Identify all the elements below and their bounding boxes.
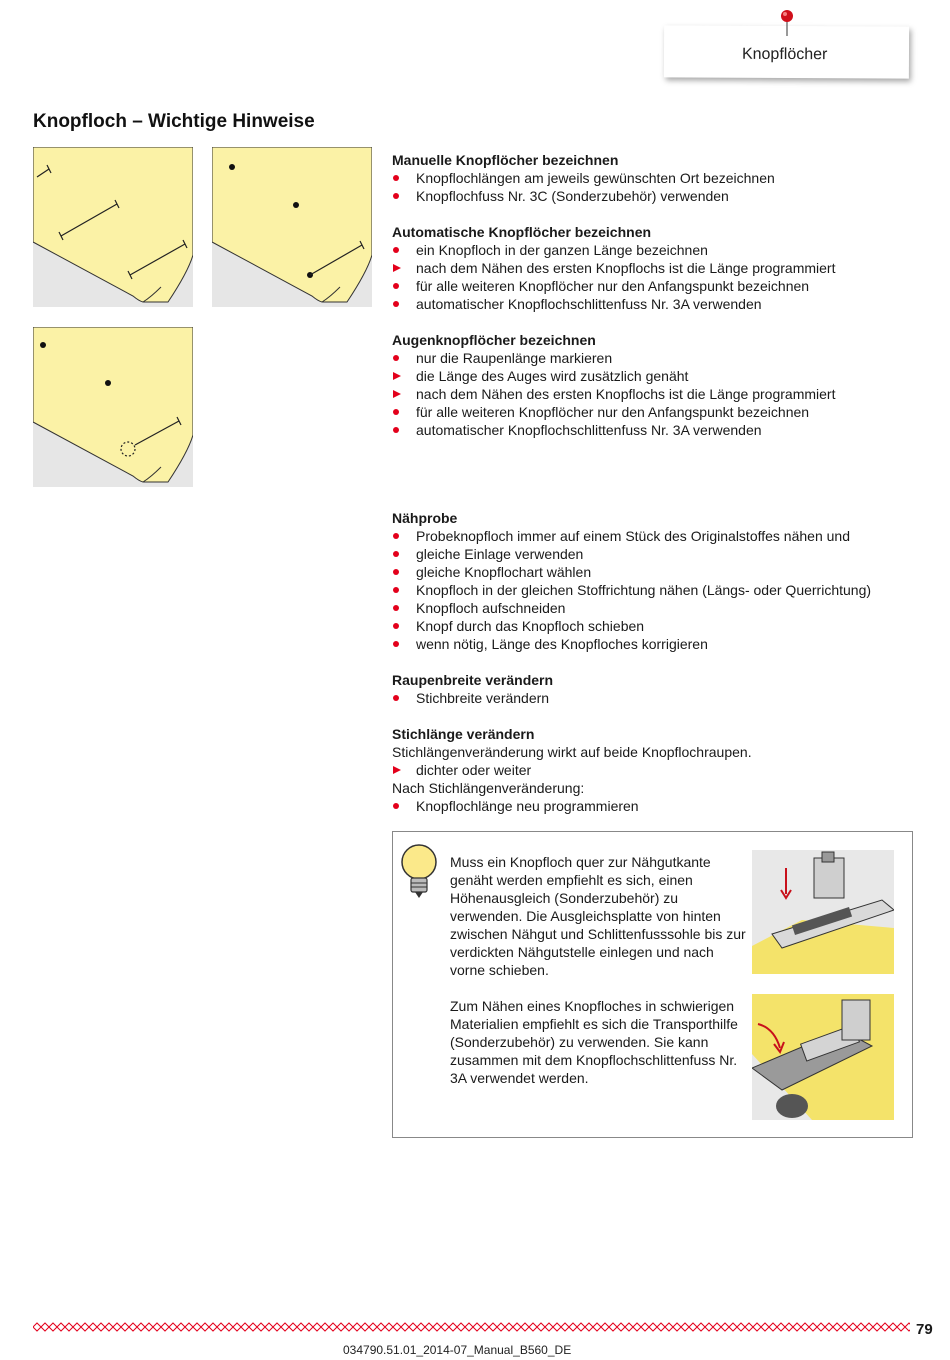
- list-item: [392, 187, 912, 205]
- arrow-marker-icon: [392, 367, 406, 385]
- bullet-marker-icon: [392, 295, 406, 313]
- list-item: [392, 367, 912, 385]
- section-stitch-length: [392, 725, 912, 815]
- list-item-text: für alle weiteren Knopflöcher nur den Anfangspunkt bezeichnen: [416, 404, 810, 420]
- eyelet-marking-illustration: [33, 327, 193, 487]
- bullet-list: [392, 349, 912, 439]
- section-title: Raupenbreite verändern: [392, 672, 554, 688]
- list-item-text: Knopfloch aufschneiden: [416, 600, 566, 616]
- list-item-text: nach dem Nähen des ersten Knopflochs ist die Länge programmiert: [416, 260, 836, 276]
- bullet-marker-icon: [392, 403, 406, 421]
- bullet-marker-icon: [392, 187, 406, 205]
- tip-text-transport-aid: Zum Nähen eines Knopfloches in schwierigen Materialien empfiehlt es sich die Transporthilfe (Sonderzubehör) zu verwenden. Sie kann zusammen mit dem Knopflochschlittenfuss Nr. 3A verwendet werden.: [450, 998, 738, 1086]
- list-item: [392, 563, 912, 581]
- section-title: Augenknopflöcher bezeichnen: [392, 332, 596, 348]
- list-item-text: Knopflochfuss Nr. 3C (Sonderzubehör) verwenden: [416, 188, 729, 204]
- list-item: [392, 169, 912, 187]
- list-item: [392, 689, 912, 707]
- bullet-marker-icon: [392, 617, 406, 635]
- list-item: [392, 797, 912, 815]
- footer-divider: [33, 1322, 910, 1332]
- list-item: [392, 277, 912, 295]
- list-item-text: dichter oder weiter: [416, 762, 532, 778]
- list-item-text: nach dem Nähen des ersten Knopflochs ist die Länge programmiert: [416, 386, 836, 402]
- section-manual-marking: [392, 151, 912, 205]
- section-title: Stichlänge verändern: [392, 726, 535, 742]
- bullet-list: [392, 797, 912, 815]
- bullet-marker-icon: [392, 349, 406, 367]
- pushpin-icon: [778, 8, 798, 38]
- bullet-marker-icon: [392, 241, 406, 259]
- list-item-text: gleiche Knopflochart wählen: [416, 564, 592, 580]
- list-item-text: nur die Raupenlänge markieren: [416, 350, 613, 366]
- bullet-marker-icon: [392, 169, 406, 187]
- bullet-marker-icon: [392, 599, 406, 617]
- page-number: 79: [916, 1321, 933, 1338]
- list-item: [392, 403, 912, 421]
- section-sample: [392, 509, 912, 653]
- manual-marking-illustration: [33, 147, 193, 307]
- section-bead-width: [392, 671, 912, 707]
- list-item-text: Probeknopfloch immer auf einem Stück des Originalstoffes nähen und: [416, 528, 850, 544]
- bullet-list: [392, 241, 912, 313]
- list-item: [392, 599, 912, 617]
- list-item: [392, 349, 912, 367]
- arrow-marker-icon: [392, 761, 406, 779]
- section-intro: Stichlängenveränderung wirkt auf beide Knopflochraupen.: [392, 744, 752, 760]
- tip-box: [392, 831, 913, 1138]
- spacer: [392, 457, 912, 509]
- list-item: [392, 421, 912, 439]
- list-item-text: die Länge des Auges wird zusätzlich genäht: [416, 368, 689, 384]
- list-item-text: Knopflochlängen am jeweils gewünschten Ort bezeichnen: [416, 170, 775, 186]
- section-automatic-marking: [392, 223, 912, 313]
- chapter-tab-label: Knopflöcher: [741, 45, 828, 64]
- automatic-marking-illustration: [212, 147, 372, 307]
- bullet-list: [392, 527, 912, 653]
- bullet-marker-icon: [392, 421, 406, 439]
- list-item: [392, 527, 912, 545]
- bullet-list: [392, 689, 912, 707]
- list-item: [392, 545, 912, 563]
- bullet-marker-icon: [392, 527, 406, 545]
- section-title: Manuelle Knopflöcher bezeichnen: [392, 152, 619, 168]
- arrow-marker-icon: [392, 259, 406, 277]
- list-item: [392, 241, 912, 259]
- bullet-list: [392, 169, 912, 205]
- list-item: [392, 635, 912, 653]
- list-item: [392, 761, 912, 779]
- tip-text-height-compensation: Muss ein Knopfloch quer zur Nähgutkante genäht werden empfiehlt es sich, einen Höhenausgleich (Sonderzubehör) zu verwenden. Die Ausgleichsplatte von hinten zwischen Nähgut und Schlittenfusssohle bis zur verdickten Nähgutstelle einlegen und nach vorne schieben.: [450, 854, 746, 978]
- bullet-marker-icon: [392, 277, 406, 295]
- list-item-text: gleiche Einlage verwenden: [416, 546, 584, 562]
- list-item: [392, 295, 912, 313]
- lightbulb-icon: [399, 842, 439, 902]
- list-item: [392, 259, 912, 277]
- document-id: 034790.51.01_2014-07_Manual_B560_DE: [343, 1343, 572, 1357]
- list-item: [392, 617, 912, 635]
- list-item-text: wenn nötig, Länge des Knopfloches korrigieren: [416, 636, 708, 652]
- section-eyelet-marking: [392, 331, 912, 439]
- list-item-text: Knopf durch das Knopfloch schieben: [416, 618, 645, 634]
- list-item: [392, 385, 912, 403]
- list-item-text: automatischer Knopflochschlittenfuss Nr. 3A verwenden: [416, 422, 762, 438]
- arrow-marker-icon: [392, 385, 406, 403]
- bullet-marker-icon: [392, 797, 406, 815]
- bullet-marker-icon: [392, 689, 406, 707]
- list-item-text: Knopflochlänge neu programmieren: [416, 798, 639, 814]
- height-compensation-photo: [752, 850, 894, 974]
- list-item: [392, 581, 912, 599]
- section-title: Automatische Knopflöcher bezeichnen: [392, 224, 652, 240]
- instructions-column: [392, 151, 912, 833]
- section-title: Nähprobe: [392, 510, 458, 526]
- list-item-text: Stichbreite verändern: [416, 690, 550, 706]
- transport-aid-photo: [752, 994, 894, 1120]
- bullet-list: [392, 761, 912, 779]
- bullet-marker-icon: [392, 545, 406, 563]
- page-title: Knopfloch – Wichtige Hinweise: [33, 111, 315, 132]
- section-note: Nach Stichlängenveränderung:: [392, 780, 585, 796]
- bullet-marker-icon: [392, 563, 406, 581]
- list-item-text: Knopfloch in der gleichen Stoffrichtung nähen (Längs- oder Querrichtung): [416, 582, 872, 598]
- list-item-text: automatischer Knopflochschlittenfuss Nr. 3A verwenden: [416, 296, 762, 312]
- list-item-text: für alle weiteren Knopflöcher nur den Anfangspunkt bezeichnen: [416, 278, 810, 294]
- bullet-marker-icon: [392, 581, 406, 599]
- list-item-text: ein Knopfloch in der ganzen Länge bezeichnen: [416, 242, 708, 258]
- bullet-marker-icon: [392, 635, 406, 653]
